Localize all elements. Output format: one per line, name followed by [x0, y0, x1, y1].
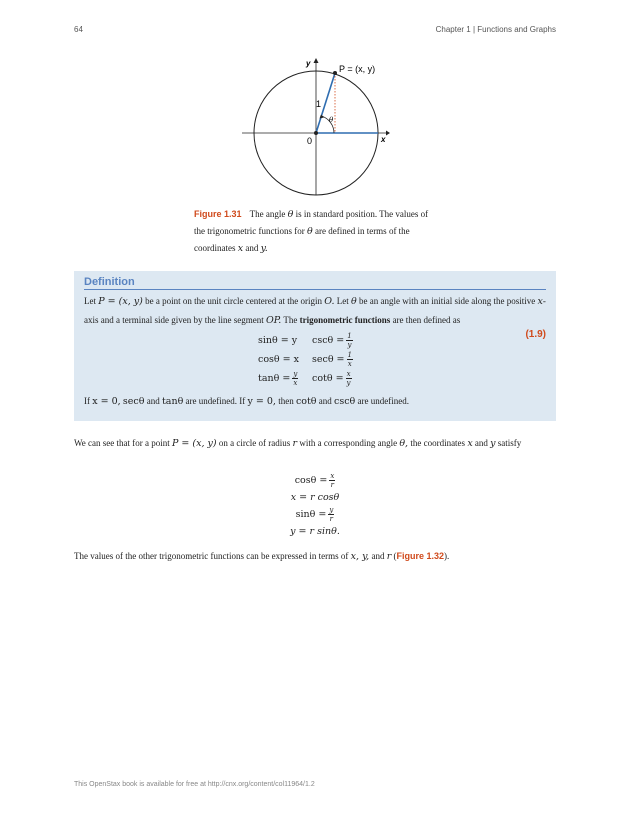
caption-y: y. [260, 243, 268, 254]
definition-title: Definition [84, 276, 135, 288]
x-axis-label: x [381, 135, 386, 144]
foot-text-d: then [278, 396, 294, 406]
foot-math-3: tanθ [161, 396, 184, 407]
eq-row-tan-cot [258, 369, 353, 388]
body1-text-f: satisfy [497, 438, 522, 448]
body1-math-x: x [467, 438, 473, 449]
frac-den: x [347, 360, 352, 368]
frac-den: r [330, 481, 334, 489]
foot-math-6: cscθ [334, 396, 356, 407]
def-text-c: Let [336, 296, 349, 306]
frac-num: y [293, 370, 298, 378]
def-math-op: OP. [265, 315, 282, 326]
body2-text-a: The values of the other trigonometric functions can be expressed in terms of [74, 551, 349, 561]
eq-cot-frac [346, 370, 352, 387]
body2-math-xy: x, y, [350, 551, 370, 562]
caption-and: and [245, 243, 259, 253]
body1-text-d: the coordinates [410, 438, 466, 448]
definition-box [74, 271, 556, 421]
frac-num: 1 [347, 332, 352, 340]
point-p [333, 71, 337, 75]
body2-math-r: r [386, 551, 392, 562]
foot-text-a: If [84, 396, 90, 406]
foot-math-4: y = 0, [247, 396, 276, 407]
frac-num: y [329, 506, 334, 514]
foot-math-5: cotθ [295, 396, 317, 407]
figure-caption [194, 206, 438, 257]
eq-sin-r-lhs: sinθ = [295, 509, 327, 520]
foot-text-e: and [318, 396, 332, 406]
def-text-g: The [283, 315, 298, 325]
body1-text-c: with a corresponding angle [299, 438, 398, 448]
body1-math-r: r [292, 438, 298, 449]
frac-num: 1 [347, 351, 352, 359]
frac-den: r [329, 515, 334, 523]
chapter-header: Chapter 1 | Functions and Graphs [435, 25, 556, 34]
foot-text-b: and [146, 396, 160, 406]
caption-x: x [237, 243, 244, 254]
theta-label: θ [329, 116, 334, 124]
caption-text-2: is in standard position. The values of the trigonometric functions for [194, 209, 429, 236]
foot-math-1: x = 0, [92, 396, 121, 407]
eq-sec [312, 351, 353, 368]
def-math-origin: O. [324, 296, 335, 307]
unit-circle-figure [236, 55, 396, 205]
def-text-f: -axis and a terminal side given by the line segment [84, 296, 546, 325]
def-text-e: positive [506, 296, 536, 306]
body-paragraph-1 [74, 434, 556, 453]
eq-cos-r-lhs: cosθ = [294, 475, 328, 486]
eq-row-sin-csc [258, 331, 353, 350]
y-axis-label: y [306, 59, 311, 68]
point-p-label: P = (x, y) [339, 64, 376, 74]
body-paragraph-2 [74, 548, 556, 565]
definition-footnote [84, 396, 409, 407]
def-math-x: x [537, 296, 543, 307]
eq-cot-lhs: cotθ = [312, 373, 344, 384]
figure-label: Figure 1.31 [194, 209, 242, 219]
y-axis-arrow [314, 58, 319, 63]
page-number: 64 [74, 25, 83, 34]
body2-paren-open: ( [393, 551, 397, 561]
coordinate-equations [250, 472, 380, 540]
eq-cot [312, 370, 352, 387]
eq-tan-frac [292, 370, 298, 387]
caption-text-3: are defined in terms of the coordinates [194, 226, 410, 253]
caption-theta-1: θ [287, 209, 294, 220]
def-text-h: are then defined as [392, 315, 461, 325]
figure-1-32-link[interactable]: Figure 1.32 [396, 551, 445, 561]
eq-y-rsin: y = r sinθ. [290, 526, 340, 537]
radius-label: 1 [316, 99, 322, 109]
eq-tan-lhs: tanθ = [258, 373, 291, 384]
eq-sin-r-frac [328, 506, 334, 523]
def-text-b: be a point on the unit circle centered at the origin [145, 296, 323, 306]
x-axis-arrow [386, 131, 390, 136]
definition-text [84, 292, 546, 330]
trig-definitions [258, 331, 353, 388]
def-text-a: Let [84, 296, 96, 306]
def-math-theta: θ [351, 296, 357, 307]
def-text-d: be an angle with an initial side along the [359, 296, 505, 306]
body1-math-y: y [490, 438, 496, 449]
body1-text-a: We can see that for a point [74, 438, 170, 448]
eq-csc-frac [346, 332, 352, 349]
eq-sin-r [250, 506, 380, 523]
eq-row-cos-sec [258, 350, 353, 369]
body2-text-b: and [371, 551, 385, 561]
eq-tan [258, 370, 312, 387]
foot-math-2: secθ [122, 396, 145, 407]
caption-text-1: The angle [249, 209, 286, 219]
def-term-bold: trigonometric functions [299, 315, 391, 325]
eq-cos: cosθ = x [258, 354, 299, 365]
def-math-point: P = (x, y) [98, 296, 143, 307]
body1-math-point: P = (x, y) [172, 438, 217, 449]
eq-x-rcos: x = r cosθ [290, 492, 340, 503]
body1-text-e: and [474, 438, 488, 448]
frac-num: x [346, 370, 351, 378]
foot-text-f: are undefined. [357, 396, 410, 406]
definition-rule [84, 289, 546, 290]
eq-sec-frac [347, 351, 353, 368]
origin-point [314, 131, 318, 135]
frac-den: x [293, 379, 298, 387]
origin-label: 0 [307, 136, 313, 146]
frac-den: y [346, 379, 351, 387]
frac-num: x [330, 472, 335, 480]
equation-number: (1.9) [525, 329, 546, 340]
foot-text-c: are undefined. If [185, 396, 246, 406]
eq-sec-lhs: secθ = [312, 354, 345, 365]
caption-theta-2: θ [306, 226, 313, 237]
body1-text-b: on a circle of radius [218, 438, 291, 448]
frac-den: y [347, 341, 352, 349]
body2-paren-close: ). [444, 551, 450, 561]
eq-csc-lhs: cscθ = [312, 335, 345, 346]
eq-cos-r [250, 472, 380, 489]
page-footer: This OpenStax book is available for free at http://cnx.org/content/col11964/1.2 [74, 781, 315, 788]
unit-circle-diagram [236, 55, 396, 205]
eq-cos-r-frac [329, 472, 335, 489]
eq-sin: sinθ = y [258, 335, 298, 346]
eq-csc [312, 332, 353, 349]
body1-math-theta: θ, [399, 438, 409, 449]
